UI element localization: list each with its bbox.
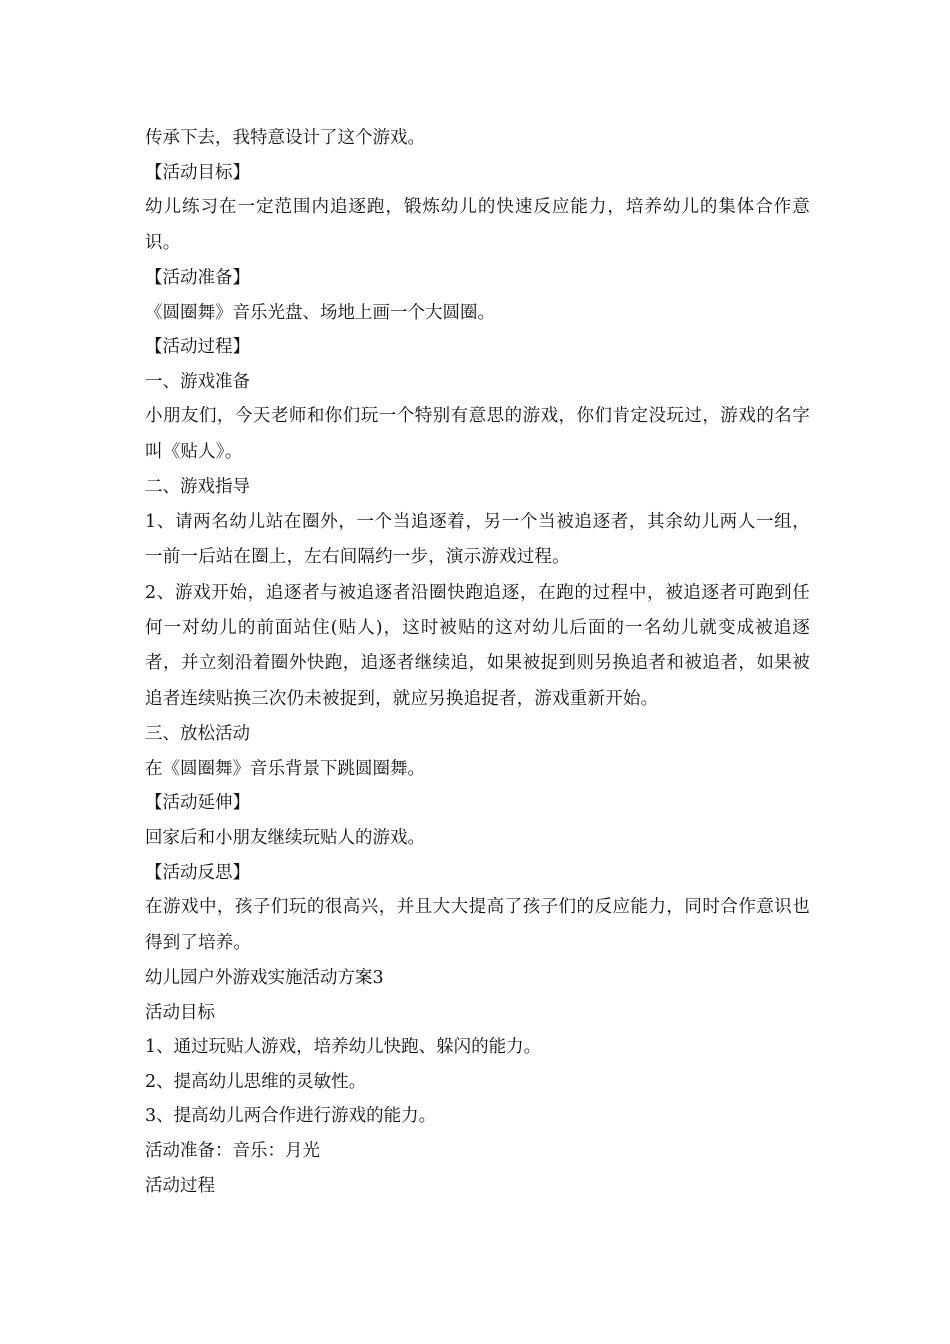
paragraph: 1、请两名幼儿站在圈外，一个当追逐着，另一个当被追逐者，其余幼儿两人一组，一前一后站在圈上，左右间隔约一步，演示游戏过程。 — [145, 511, 810, 568]
section-heading: 【活动过程】 — [145, 337, 250, 358]
subheading: 活动过程 — [145, 1175, 215, 1196]
section-heading: 【活动准备】 — [145, 268, 250, 288]
list-item: 1、通过玩贴人游戏，培养幼儿快跑、躲闪的能力。 — [145, 1037, 542, 1058]
paragraph: 在游戏中，孩子们玩的很高兴，并且大大提高了孩子们的反应能力，同时合作意识也得到了培养。 — [145, 897, 810, 953]
text-line: 《圆圈舞》音乐光盘、场地上画一个大圆圈。 — [145, 302, 495, 323]
subheading: 二、游戏指导 — [145, 477, 250, 498]
text-line: 传承下去，我特意设计了这个游戏。 — [145, 128, 425, 148]
paragraph: 幼儿练习在一定范围内追逐跑，锻炼幼儿的快速反应能力，培养幼儿的集体合作意识。 — [145, 197, 810, 253]
section-heading: 【活动延伸】 — [145, 793, 250, 814]
subheading: 活动目标 — [145, 1002, 215, 1023]
text-line: 在《圆圈舞》音乐背景下跳圆圈舞。 — [145, 758, 425, 779]
list-item: 2、提高幼儿思维的灵敏性。 — [145, 1071, 367, 1092]
subheading: 三、放松活动 — [145, 724, 250, 745]
section-heading: 【活动反思】 — [145, 862, 250, 883]
subheading: 一、游戏准备 — [145, 371, 250, 392]
paragraph: 小朋友们，今天老师和你们玩一个特别有意思的游戏，你们肯定没玩过，游戏的名字叫《贴人》。 — [145, 406, 810, 462]
text-line: 活动准备：音乐：月光 — [145, 1140, 320, 1161]
document-body — [145, 121, 810, 1203]
text-line: 回家后和小朋友继续玩贴人的游戏。 — [145, 828, 425, 848]
paragraph: 2、游戏开始，追逐者与被追逐者沿圈快跑追逐，在跑的过程中，被追逐者可跑到任何一对幼儿的前面站住(贴人)，这时被贴的这对幼儿后面的一名幼儿就变成被追逐者，并立刻沿着圈外快跑，追逐者继续追，如果被捉到则另换追者和被追者，如果被追者连续贴换三次仍未被捉到，就应另换追捉者，游戏重新开始。 — [145, 582, 810, 709]
list-item: 3、提高幼儿两合作进行游戏的能力。 — [145, 1106, 437, 1127]
section-heading: 【活动目标】 — [145, 162, 250, 183]
document-title: 幼儿园户外游戏实施活动方案3 — [145, 968, 384, 988]
